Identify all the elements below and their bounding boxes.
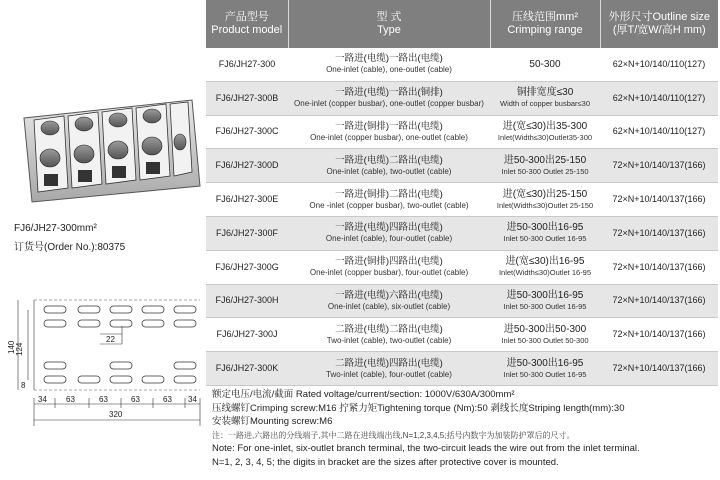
type-cn: 二路进(电缆)四路出(电缆) — [335, 357, 443, 369]
cell-type — [288, 115, 490, 149]
crimp-sub: Inlet(Width≤30)Outlet35-300 — [497, 132, 593, 142]
table-row — [206, 318, 718, 352]
cell-crimping — [490, 250, 600, 284]
table-row — [206, 216, 718, 250]
crimp-main: 进50-300出25-150 — [503, 154, 587, 166]
cell-crimping — [490, 284, 600, 318]
cell-model: FJ6/JH27-300F — [206, 216, 288, 250]
dim-8-label: 8 — [21, 381, 26, 390]
crimp-main: 铜排宽度≤30 — [516, 87, 574, 99]
type-cn: 一路进(铜排)一路出(电缆) — [335, 120, 443, 132]
type-cn: 一路进(电缆)一路出(铜排) — [335, 87, 443, 99]
crimp-sub: Width of copper busbar≤30 — [500, 99, 590, 109]
table-row — [206, 352, 718, 386]
type-en: Two-inlet (cable), two-outlet (cable) — [326, 335, 452, 345]
cell-type — [288, 318, 490, 352]
cell-outline: 62×N+10/140/110(127) — [600, 115, 718, 149]
mounting-screw-line: 安装螺钉Mounting screw:M6 — [212, 416, 333, 428]
table-row — [206, 149, 718, 183]
product-image — [10, 78, 206, 208]
notes-section — [212, 388, 718, 470]
header-outline-cn: 外形尺寸Outline size — [608, 11, 710, 23]
cell-outline: 72×N+10/140/137(166) — [600, 352, 718, 386]
type-cn: 一路进(电缆)二路出(电缆) — [335, 154, 443, 166]
cell-model: FJ6/JH27-300J — [206, 318, 288, 352]
dim-22-label: 22 — [106, 335, 115, 344]
cell-crimping — [490, 48, 600, 81]
header-product-model — [206, 0, 288, 48]
header-outline-en: (厚T/宽W/高H mm) — [612, 24, 706, 36]
crimp-main: 进50-300出16-95 — [506, 357, 584, 369]
cell-model: FJ6/JH27-300G — [206, 250, 288, 284]
cell-outline: 72×N+10/140/137(166) — [600, 250, 718, 284]
cell-model: FJ6/JH27-300H — [206, 284, 288, 318]
cell-crimping — [490, 81, 600, 115]
type-cn: 一路进(铜排)四路出(电缆) — [335, 256, 443, 268]
table-row — [206, 183, 718, 217]
cell-type — [288, 352, 490, 386]
type-en: One-inlet (copper busbar), one-outlet (cable) — [310, 132, 468, 142]
type-cn: 一路进(铜排)二路出(电缆) — [335, 188, 443, 200]
table-row — [206, 81, 718, 115]
crimp-sub: Inlet(Width≤30)Outlet 25-150 — [496, 200, 594, 210]
dim-63-b-label: 63 — [99, 395, 108, 404]
dim-63-c-label: 63 — [131, 395, 140, 404]
dim-124-label: 124 — [15, 342, 24, 356]
cell-outline: 72×N+10/140/137(166) — [600, 216, 718, 250]
cell-outline: 62×N+10/140/110(127) — [600, 48, 718, 81]
cell-crimping — [490, 352, 600, 386]
crimp-sub: Inlet 50-300 Outlet 25-150 — [501, 166, 589, 176]
type-en: One-inlet (copper busbar), four-outlet (cable) — [309, 268, 469, 278]
cell-type — [288, 48, 490, 81]
dim-34-right-label: 34 — [188, 395, 197, 404]
cell-crimping — [490, 149, 600, 183]
cell-crimping — [490, 318, 600, 352]
table-row — [206, 250, 718, 284]
header-model-en: Product model — [211, 24, 283, 36]
type-cn: 二路进(电缆)二路出(电缆) — [335, 323, 443, 335]
crimp-sub: Inlet 50-300 Outlet 16-95 — [503, 369, 587, 379]
type-en: One-inlet (copper busbar), one-outlet (copper busbar) — [294, 99, 484, 109]
cell-model: FJ6/JH27-300K — [206, 352, 288, 386]
table-row — [206, 115, 718, 149]
type-en: One-inlet (cable), one-outlet (cable) — [326, 65, 452, 75]
note-english-2: N=1, 2, 3, 4, 5; the digits in bracket are the sizes after protective cover is mounted. — [212, 456, 559, 468]
cell-type — [288, 284, 490, 318]
table-row — [206, 48, 718, 81]
header-crimping-range — [490, 0, 600, 48]
product-caption-order: 订货号(Order No.):80375 — [14, 242, 126, 253]
product-caption-model: FJ6/JH27-300mm² — [14, 223, 97, 234]
crimp-main: 进(宽≤30)出16-95 — [505, 256, 585, 268]
cell-crimping — [490, 183, 600, 217]
table-header-row — [206, 0, 718, 48]
cell-type — [288, 183, 490, 217]
crimp-main: 进(宽≤30)出35-300 — [502, 120, 588, 132]
cell-outline: 72×N+10/140/137(166) — [600, 183, 718, 217]
type-cn: 一路进(电缆)四路出(电缆) — [335, 222, 443, 234]
rated-spec-line: 额定电压/电流/截面 Rated voltage/current/section: 1000V/630A/300mm² — [212, 389, 515, 400]
crimp-main: 进50-300出16-95 — [506, 289, 584, 301]
dim-34-left-label: 34 — [38, 395, 47, 404]
dim-320-label: 320 — [109, 410, 123, 419]
cell-model: FJ6/JH27-300E — [206, 183, 288, 217]
cell-model: FJ6/JH27-300B — [206, 81, 288, 115]
screw-spec-line: 压线螺钉Crimping screw:M16 拧紧力矩Tightening torque (Nm):50 剥线长度Striping length(mm):30 — [212, 402, 625, 414]
note-english-1: Note: For one-inlet, six-outlet branch terminal, the two-circuit leads the wire out from the inlet terminal. — [212, 443, 640, 455]
type-en: One-inlet (cable), six-outlet (cable) — [327, 301, 451, 311]
type-cn: 一路进(电缆)一路出(电缆) — [335, 53, 443, 65]
crimp-main: 进(宽≤30)出25-150 — [502, 188, 588, 200]
cell-crimping — [490, 216, 600, 250]
dim-63-d-label: 63 — [163, 395, 172, 404]
crimp-main: 进50-300出50-300 — [503, 323, 587, 335]
type-cn: 一路进(电缆)六路出(电缆) — [335, 289, 443, 301]
crimp-sub: Inlet 50-300 Outlet 16-95 — [503, 234, 587, 244]
cell-type — [288, 149, 490, 183]
dimension-drawing — [4, 286, 204, 471]
cell-type — [288, 81, 490, 115]
cell-outline: 62×N+10/140/110(127) — [600, 81, 718, 115]
dim-140-label: 140 — [7, 340, 16, 354]
spec-table — [206, 0, 718, 386]
cell-model: FJ6/JH27-300C — [206, 115, 288, 149]
cell-model: FJ6/JH27-300D — [206, 149, 288, 183]
cell-model: FJ6/JH27-300 — [206, 48, 288, 81]
crimp-sub: Inlet 50-300 Outlet 50-300 — [501, 335, 589, 345]
header-type-en: Type — [377, 24, 401, 36]
header-crimp-en: Crimping range — [507, 24, 583, 36]
note-chinese: 注：一路进,六路出的分线端子,其中二路在进线端出线,N=1,2,3,4,5;括号内数字为加装防护罩后的尺寸。 — [212, 430, 575, 440]
header-model-cn: 产品型号 — [224, 11, 269, 23]
type-en: One-inlet (cable), two-outlet (cable) — [326, 166, 452, 176]
cell-outline: 72×N+10/140/137(166) — [600, 318, 718, 352]
table-row — [206, 284, 718, 318]
header-type-cn: 型 式 — [376, 11, 402, 23]
header-outline-size — [600, 0, 718, 48]
crimp-sub: Inlet(Width≤30)Outlet 16-95 — [498, 268, 592, 278]
type-en: Two-inlet (cable), four-outlet (cable) — [326, 369, 452, 379]
crimp-main: 50-300 — [529, 58, 561, 70]
cell-outline: 72×N+10/140/137(166) — [600, 284, 718, 318]
cell-type — [288, 250, 490, 284]
type-en: One -inlet (copper busbar), two-outlet (cable) — [309, 200, 469, 210]
dim-63-a-label: 63 — [66, 395, 75, 404]
crimp-main: 进50-300出16-95 — [506, 222, 584, 234]
crimp-sub: Inlet 50-300 Outlet 16-95 — [503, 301, 587, 311]
type-en: One-inlet (cable), four-outlet (cable) — [325, 234, 453, 244]
cell-crimping — [490, 115, 600, 149]
cell-type — [288, 216, 490, 250]
header-crimp-cn: 压线范围mm² — [512, 11, 578, 23]
header-type — [288, 0, 490, 48]
cell-outline: 72×N+10/140/137(166) — [600, 149, 718, 183]
